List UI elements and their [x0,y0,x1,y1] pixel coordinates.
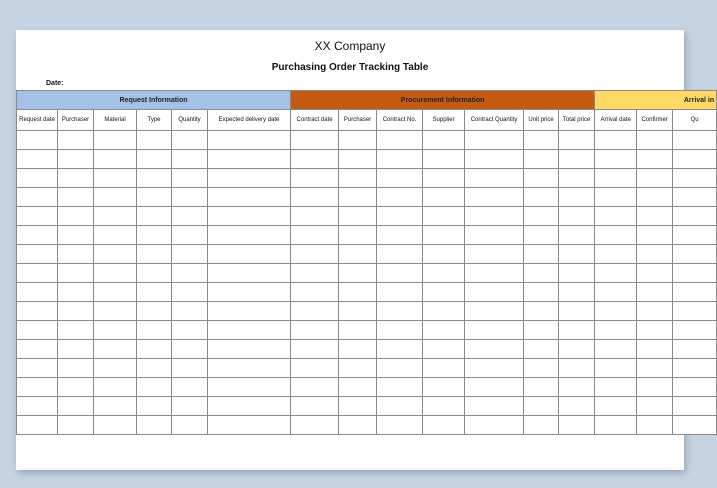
table-cell[interactable] [465,264,524,283]
table-cell[interactable] [339,188,377,207]
table-cell[interactable] [673,359,717,378]
table-cell[interactable] [595,188,637,207]
table-cell[interactable] [339,397,377,416]
table-cell[interactable] [339,283,377,302]
table-cell[interactable] [58,378,94,397]
table-cell[interactable] [377,416,423,435]
col-quantity[interactable]: Quantity [172,110,208,131]
col-contract-no[interactable]: Contract No. [377,110,423,131]
table-cell[interactable] [595,416,637,435]
table-cell[interactable] [339,150,377,169]
table-cell[interactable] [172,169,208,188]
table-cell[interactable] [673,283,717,302]
table-cell[interactable] [637,397,673,416]
table-cell[interactable] [339,416,377,435]
col-purchaser[interactable]: Purchaser [58,110,94,131]
table-cell[interactable] [673,188,717,207]
table-cell[interactable] [595,169,637,188]
table-cell[interactable] [94,416,137,435]
table-cell[interactable] [524,226,559,245]
table-cell[interactable] [291,397,339,416]
document-title: Purchasing Order Tracking Table [271,62,429,73]
table-cell[interactable] [208,302,291,321]
table-row [17,416,717,435]
table-cell[interactable] [172,397,208,416]
table-cell[interactable] [17,283,58,302]
table-cell[interactable] [291,340,339,359]
table-cell[interactable] [423,302,465,321]
table-cell[interactable] [595,245,637,264]
table-cell[interactable] [423,359,465,378]
table-cell[interactable] [423,321,465,340]
table-row [17,302,717,321]
table-cell[interactable] [172,340,208,359]
table-cell[interactable] [94,321,137,340]
table-row [17,321,717,340]
table-cell[interactable] [94,245,137,264]
table-cell[interactable] [524,207,559,226]
table-cell[interactable] [208,378,291,397]
table-cell[interactable] [58,169,94,188]
col-supplier[interactable]: Supplier [423,110,465,131]
table-cell[interactable] [595,131,637,150]
table-row [17,169,717,188]
col-expected-delivery-date[interactable]: Expected delivery date [208,110,291,131]
table-cell[interactable] [291,245,339,264]
table-cell[interactable] [291,321,339,340]
col-total-price[interactable]: Total price [559,110,595,131]
table-cell[interactable] [377,188,423,207]
table-cell[interactable] [172,416,208,435]
table-cell[interactable] [291,416,339,435]
table-cell[interactable] [208,416,291,435]
column-header-row [17,110,717,131]
table-cell[interactable] [673,131,717,150]
col-material[interactable]: Material [94,110,137,131]
table-cell[interactable] [524,416,559,435]
table-cell[interactable] [339,359,377,378]
table-cell[interactable] [524,397,559,416]
table-cell[interactable] [58,283,94,302]
table-cell[interactable] [377,131,423,150]
table-cell[interactable] [465,188,524,207]
table-cell[interactable] [94,188,137,207]
table-cell[interactable] [559,245,595,264]
table-cell[interactable] [423,207,465,226]
table-cell[interactable] [94,283,137,302]
table-cell[interactable] [423,416,465,435]
col-unit-price[interactable]: Unit price [524,110,559,131]
table-cell[interactable] [17,188,58,207]
table-row [17,207,717,226]
table-cell[interactable] [17,416,58,435]
table-cell[interactable] [208,188,291,207]
table-cell[interactable] [637,207,673,226]
table-cell[interactable] [208,245,291,264]
table-cell[interactable] [637,169,673,188]
table-row [17,264,717,283]
table-cell[interactable] [673,169,717,188]
table-cell[interactable] [291,226,339,245]
table-cell[interactable] [94,302,137,321]
table-cell[interactable] [423,340,465,359]
col-type[interactable]: Type [137,110,172,131]
table-row [17,340,717,359]
table-row [17,226,717,245]
table-cell[interactable] [339,245,377,264]
table-cell[interactable] [172,245,208,264]
table-cell[interactable] [637,302,673,321]
table-cell[interactable] [208,321,291,340]
table-cell[interactable] [637,321,673,340]
table-cell[interactable] [465,131,524,150]
table-cell[interactable] [172,207,208,226]
table-cell[interactable] [339,302,377,321]
table-cell[interactable] [465,397,524,416]
table-cell[interactable] [465,359,524,378]
col-arrival-date[interactable]: Arrival date [595,110,637,131]
table-cell[interactable] [208,283,291,302]
table-cell[interactable] [94,226,137,245]
table-cell[interactable] [208,169,291,188]
table-cell[interactable] [465,321,524,340]
table-cell[interactable] [137,321,172,340]
date-label: Date: [46,80,64,87]
table-cell[interactable] [423,131,465,150]
group-procurement-information[interactable]: Procurement Information [291,91,595,110]
table-cell[interactable] [208,150,291,169]
table-cell[interactable] [339,340,377,359]
table-cell[interactable] [673,245,717,264]
table-cell[interactable] [208,226,291,245]
table-cell[interactable] [377,264,423,283]
table-cell[interactable] [17,378,58,397]
table-cell[interactable] [137,397,172,416]
table-cell[interactable] [137,416,172,435]
table-cell[interactable] [673,264,717,283]
table-cell[interactable] [291,302,339,321]
table-row [17,283,717,302]
table-cell[interactable] [465,340,524,359]
table-cell[interactable] [377,397,423,416]
table-cell[interactable] [637,359,673,378]
table-cell[interactable] [17,131,58,150]
table-cell[interactable] [17,321,58,340]
table-cell[interactable] [339,207,377,226]
table-cell[interactable] [637,264,673,283]
table-cell[interactable] [637,245,673,264]
col-request-date[interactable]: Request date [17,110,58,131]
table-cell[interactable] [137,188,172,207]
table-cell[interactable] [559,226,595,245]
table-cell[interactable] [673,226,717,245]
col-procurement-purchaser[interactable]: Purchaser [339,110,377,131]
table-cell[interactable] [137,283,172,302]
table-cell[interactable] [94,150,137,169]
table-cell[interactable] [377,302,423,321]
table-cell[interactable] [58,397,94,416]
table-cell[interactable] [377,340,423,359]
table-cell[interactable] [58,359,94,378]
table-cell[interactable] [559,302,595,321]
table-cell[interactable] [58,226,94,245]
table-cell[interactable] [172,188,208,207]
table-cell[interactable] [291,264,339,283]
table-cell[interactable] [94,131,137,150]
table-cell[interactable] [377,321,423,340]
table-cell[interactable] [559,131,595,150]
table-cell[interactable] [673,321,717,340]
table-cell[interactable] [673,378,717,397]
table-cell[interactable] [58,150,94,169]
table-cell[interactable] [637,226,673,245]
table-cell[interactable] [377,169,423,188]
table-row [17,378,717,397]
table-cell[interactable] [58,321,94,340]
table-cell[interactable] [595,359,637,378]
group-header-row [17,91,717,110]
table-cell[interactable] [559,416,595,435]
table-cell[interactable] [559,397,595,416]
table-cell[interactable] [94,340,137,359]
table-cell[interactable] [559,150,595,169]
table-cell[interactable] [423,397,465,416]
table-row [17,245,717,264]
table-cell[interactable] [137,169,172,188]
table-cell[interactable] [172,150,208,169]
table-row [17,188,717,207]
spreadsheet-page [16,30,715,470]
table-cell[interactable] [291,207,339,226]
table-cell[interactable] [137,378,172,397]
tracking-table [16,90,717,435]
table-cell[interactable] [377,245,423,264]
table-cell[interactable] [595,378,637,397]
table-cell[interactable] [524,378,559,397]
table-cell[interactable] [291,283,339,302]
table-cell[interactable] [291,378,339,397]
col-confirmer[interactable]: Confirmer [637,110,673,131]
table-cell[interactable] [377,207,423,226]
table-row [17,359,717,378]
table-cell[interactable] [465,150,524,169]
table-cell[interactable] [172,264,208,283]
table-cell[interactable] [524,340,559,359]
table-cell[interactable] [465,226,524,245]
table-cell[interactable] [524,264,559,283]
table-cell[interactable] [58,340,94,359]
table-cell[interactable] [377,283,423,302]
table-cell[interactable] [58,131,94,150]
table-cell[interactable] [465,245,524,264]
table-cell[interactable] [58,302,94,321]
table-cell[interactable] [17,245,58,264]
table-cell[interactable] [208,359,291,378]
table-row [17,131,717,150]
table-cell[interactable] [339,321,377,340]
table-cell[interactable] [339,378,377,397]
table-cell[interactable] [58,207,94,226]
col-quality[interactable]: Qu [673,110,717,131]
table-cell[interactable] [595,207,637,226]
table-cell[interactable] [595,397,637,416]
table-cell[interactable] [524,131,559,150]
table-cell[interactable] [637,378,673,397]
table-cell[interactable] [377,359,423,378]
table-cell[interactable] [673,302,717,321]
table-cell[interactable] [637,131,673,150]
table-cell[interactable] [423,245,465,264]
table-cell[interactable] [524,321,559,340]
table-cell[interactable] [595,321,637,340]
table-cell[interactable] [339,264,377,283]
table-cell[interactable] [58,416,94,435]
table-cell[interactable] [423,283,465,302]
table-cell[interactable] [559,378,595,397]
table-cell[interactable] [94,378,137,397]
table-cell[interactable] [208,131,291,150]
table-cell[interactable] [58,264,94,283]
table-cell[interactable] [17,302,58,321]
table-cell[interactable] [291,150,339,169]
table-cell[interactable] [58,188,94,207]
table-cell[interactable] [291,188,339,207]
table-cell[interactable] [559,169,595,188]
col-contract-date[interactable]: Contract date [291,110,339,131]
table-cell[interactable] [595,264,637,283]
table-cell[interactable] [17,340,58,359]
table-cell[interactable] [208,264,291,283]
table-cell[interactable] [137,340,172,359]
table-cell[interactable] [172,359,208,378]
table-cell[interactable] [137,359,172,378]
table-cell[interactable] [17,150,58,169]
table-cell[interactable] [423,226,465,245]
table-cell[interactable] [637,283,673,302]
table-cell[interactable] [377,378,423,397]
table-cell[interactable] [172,378,208,397]
table-cell[interactable] [637,150,673,169]
table-cell[interactable] [465,169,524,188]
table-body [17,131,717,435]
table-cell[interactable] [673,150,717,169]
table-cell[interactable] [172,302,208,321]
table-cell[interactable] [94,207,137,226]
table-cell[interactable] [673,340,717,359]
table-cell[interactable] [339,169,377,188]
table-cell[interactable] [137,302,172,321]
table-cell[interactable] [17,397,58,416]
table-cell[interactable] [465,302,524,321]
table-cell[interactable] [208,397,291,416]
table-cell[interactable] [559,359,595,378]
table-cell[interactable] [595,340,637,359]
table-cell[interactable] [423,150,465,169]
table-cell[interactable] [524,302,559,321]
table-cell[interactable] [137,150,172,169]
company-name: XX Company [314,39,386,53]
table-cell[interactable] [58,245,94,264]
table-cell[interactable] [17,169,58,188]
table-cell[interactable] [423,188,465,207]
table-cell[interactable] [172,321,208,340]
table-cell[interactable] [172,283,208,302]
table-cell[interactable] [208,207,291,226]
table-cell[interactable] [423,169,465,188]
table-cell[interactable] [524,169,559,188]
table-cell[interactable] [637,416,673,435]
table-cell[interactable] [137,131,172,150]
table-cell[interactable] [673,397,717,416]
table-cell[interactable] [559,340,595,359]
table-cell[interactable] [673,416,717,435]
table-row [17,150,717,169]
table-cell[interactable] [137,226,172,245]
table-cell[interactable] [137,207,172,226]
table-cell[interactable] [559,264,595,283]
table-cell[interactable] [377,226,423,245]
table-cell[interactable] [465,378,524,397]
table-cell[interactable] [377,150,423,169]
group-request-information[interactable]: Request Information [17,91,291,110]
table-cell[interactable] [94,264,137,283]
table-cell[interactable] [339,226,377,245]
table-cell[interactable] [423,264,465,283]
table-cell[interactable] [524,283,559,302]
table-cell[interactable] [94,359,137,378]
table-cell[interactable] [208,340,291,359]
table-cell[interactable] [595,150,637,169]
table-cell[interactable] [17,207,58,226]
table-cell[interactable] [595,226,637,245]
table-cell[interactable] [524,245,559,264]
table-row [17,397,717,416]
table-cell[interactable] [172,131,208,150]
table-cell[interactable] [637,340,673,359]
table-cell[interactable] [559,283,595,302]
table-cell[interactable] [524,188,559,207]
col-contract-quantity[interactable]: Contract Quantity [465,110,524,131]
table-cell[interactable] [291,359,339,378]
table-cell[interactable] [94,169,137,188]
table-cell[interactable] [137,264,172,283]
table-cell[interactable] [137,245,172,264]
table-cell[interactable] [17,226,58,245]
table-cell[interactable] [559,188,595,207]
group-arrival-information[interactable]: Arrival in [595,91,717,110]
table-cell[interactable] [524,150,559,169]
table-cell[interactable] [339,131,377,150]
table-cell[interactable] [465,207,524,226]
table-cell[interactable] [423,378,465,397]
table-cell[interactable] [559,207,595,226]
table-cell[interactable] [465,283,524,302]
table-cell[interactable] [94,397,137,416]
table-cell[interactable] [172,226,208,245]
table-cell[interactable] [559,321,595,340]
table-cell[interactable] [291,169,339,188]
table-cell[interactable] [17,264,58,283]
table-cell[interactable] [524,359,559,378]
table-cell[interactable] [17,359,58,378]
table-cell[interactable] [595,283,637,302]
table-cell[interactable] [673,207,717,226]
table-cell[interactable] [465,416,524,435]
table-cell[interactable] [637,188,673,207]
table-cell[interactable] [291,131,339,150]
table-cell[interactable] [595,302,637,321]
